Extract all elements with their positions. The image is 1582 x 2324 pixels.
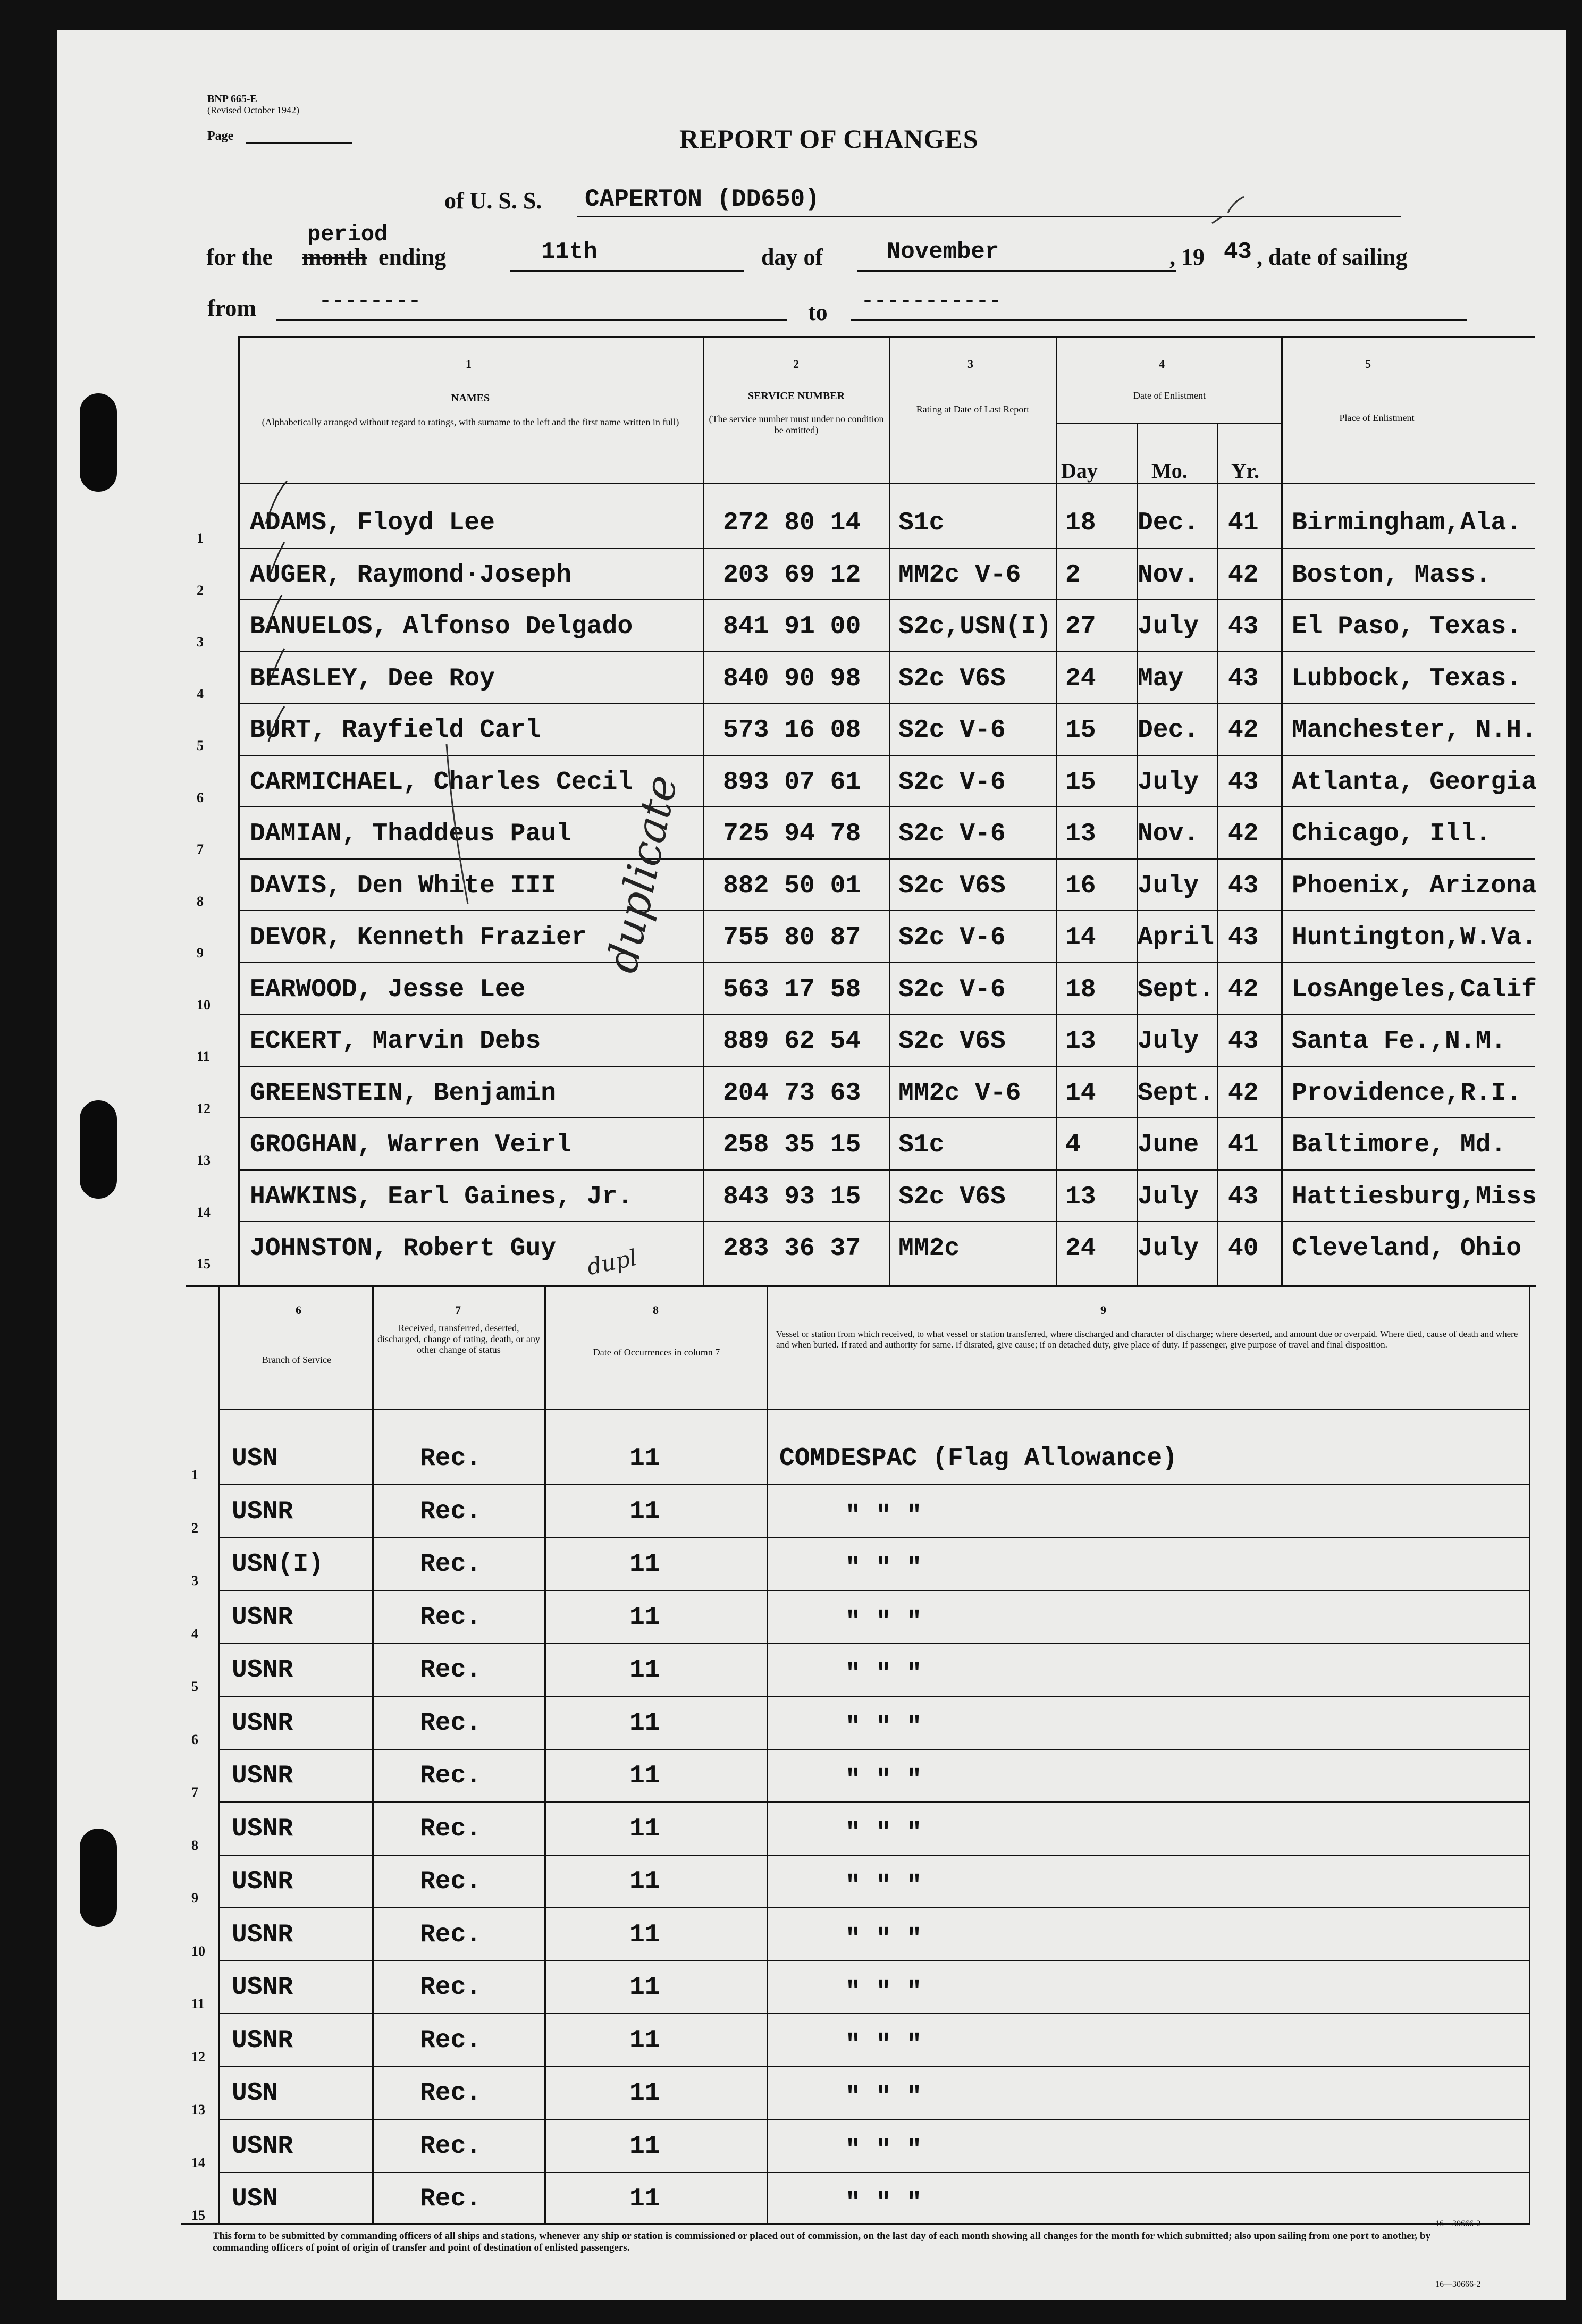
row-number: 12	[197, 1100, 211, 1116]
date-occurrence: 11	[629, 2026, 660, 2055]
row-number: 3	[191, 1573, 198, 1588]
ditto-marks: " " "	[845, 1607, 922, 1636]
rating-value: S2c V-6	[898, 820, 1006, 848]
branch-value: USNR	[232, 1603, 293, 1632]
rating-value: S2c V6S	[898, 871, 1006, 900]
row-number: 2	[191, 1520, 198, 1536]
branch-value: USNR	[232, 1497, 293, 1526]
enlist-month: Dec.	[1138, 716, 1199, 745]
enlist-month: July	[1138, 768, 1199, 797]
rating-value: MM2c V-6	[898, 560, 1021, 590]
branch-value: USNR	[232, 1762, 293, 1790]
man-name: CARMICHAEL, Charles Cecil	[250, 768, 633, 797]
month-header: Mo.	[1151, 459, 1188, 483]
man-name: DAVIS, Den White III	[250, 871, 557, 900]
enlist-place: Lubbock, Texas.	[1292, 664, 1522, 693]
ship-name: CAPERTON (DD650)	[585, 186, 820, 213]
service-number: 755 80 87	[723, 923, 861, 952]
ditto-marks: " " "	[845, 1554, 922, 1583]
for-the-label: for the	[206, 244, 273, 270]
man-name: DEVOR, Kenneth Frazier	[250, 923, 587, 952]
page-label: Page	[207, 129, 234, 143]
man-name: EARWOOD, Jesse Lee	[250, 975, 526, 1004]
enlist-month: Sept.	[1138, 975, 1215, 1004]
enlist-day: 14	[1065, 1079, 1096, 1108]
from-value: --------	[319, 290, 422, 314]
branch-value: USNR	[232, 2026, 293, 2055]
rating-value: S2c V6S	[898, 1027, 1006, 1056]
row-number: 7	[191, 1784, 198, 1800]
man-name: BEASLEY, Dee Roy	[250, 664, 495, 693]
rating-value: S1c	[898, 1131, 945, 1159]
rating-value: S2c V-6	[898, 975, 1006, 1004]
col-num-5: 5	[1365, 357, 1371, 371]
page-title: REPORT OF CHANGES	[679, 124, 979, 154]
status-header: Received, transferred, deserted, discharged, change of rating, death, or any other change of status	[377, 1323, 541, 1355]
branch-value: USN	[232, 2185, 278, 2213]
service-number: 563 17 58	[723, 975, 861, 1004]
form-id: BNP 665-E	[207, 93, 257, 105]
ditto-marks: " " "	[845, 1977, 922, 2006]
date-occurrence: 11	[629, 1497, 660, 1526]
enlist-day: 13	[1065, 1027, 1096, 1056]
enlist-day: 15	[1065, 768, 1096, 797]
enlist-year: 41	[1228, 509, 1259, 537]
col-num-6: 6	[296, 1303, 301, 1317]
status-value: Rec.	[420, 1603, 482, 1632]
enlist-year: 42	[1228, 716, 1259, 745]
branch-value: USNR	[232, 1973, 293, 2002]
enlist-year: 43	[1228, 612, 1259, 641]
enlist-month: Nov.	[1138, 820, 1199, 848]
enlist-place: Cleveland, Ohio	[1292, 1234, 1522, 1263]
enlist-day: 14	[1065, 923, 1096, 952]
day-value: 11th	[541, 239, 598, 265]
service-number: 573 16 08	[723, 716, 861, 745]
enlist-place: Manchester, N.H.	[1292, 716, 1537, 745]
row-number: 13	[191, 2102, 205, 2117]
service-number: 889 62 54	[723, 1027, 861, 1056]
date-occurrence: 11	[629, 1973, 660, 2002]
rating-value: MM2c	[898, 1234, 960, 1263]
status-value: Rec.	[420, 2185, 482, 2213]
rating-header: Rating at Date of Last Report	[916, 404, 1030, 415]
enlist-month: July	[1138, 1234, 1199, 1263]
status-value: Rec.	[420, 1497, 482, 1526]
of-uss-label: of U. S. S.	[444, 188, 542, 214]
date-occurrence: 11	[629, 1867, 660, 1896]
enlist-month: Dec.	[1138, 509, 1199, 537]
vessel-header: Vessel or station from which received, to what vessel or station transferred, where discharged and character of discharge; where deserted, and amount due or overpaid. Where died, cause of death and where and when buried. If rated and authority for same. If disrated, give cause; if on detached duty, give place of duty. If passenger, give purpose of travel and final disposition.	[776, 1329, 1518, 1350]
enlist-place: Baltimore, Md.	[1292, 1131, 1507, 1159]
ditto-marks: " " "	[845, 2136, 922, 2165]
enlistment-header: Date of Enlistment	[1133, 390, 1206, 401]
rating-value: MM2c V-6	[898, 1079, 1021, 1108]
ditto-marks: " " "	[845, 2083, 922, 2112]
col-num-3: 3	[967, 357, 973, 371]
enlist-year: 43	[1228, 923, 1259, 952]
enlist-place: Birmingham,Ala.	[1292, 509, 1522, 537]
ditto-marks: " " "	[845, 1872, 922, 1900]
row-number: 7	[197, 841, 204, 857]
enlist-day: 4	[1065, 1131, 1081, 1159]
date-of-sailing-label: , date of sailing	[1257, 244, 1408, 270]
enlist-year: 43	[1228, 1182, 1259, 1211]
date-occurrence: 11	[629, 2132, 660, 2161]
date-occurrence-header: Date of Occurrences in column 7	[593, 1347, 720, 1358]
enlist-day: 15	[1065, 716, 1096, 745]
branch-value: USN	[232, 2079, 278, 2108]
row-number: 15	[191, 2208, 205, 2223]
row-number: 3	[197, 634, 204, 650]
service-number: 258 35 15	[723, 1131, 861, 1159]
enlist-year: 43	[1228, 768, 1259, 797]
struck-month-word: month	[302, 244, 367, 270]
enlist-month: May	[1138, 664, 1184, 693]
col-num-7: 7	[455, 1303, 461, 1317]
branch-value: USNR	[232, 2132, 293, 2161]
enlist-day: 18	[1065, 509, 1096, 537]
row-number: 11	[191, 1996, 205, 2011]
enlist-year: 42	[1228, 560, 1259, 590]
branch-value: USN(I)	[232, 1550, 324, 1579]
enlist-month: June	[1138, 1131, 1199, 1159]
row-number: 10	[191, 1943, 205, 1959]
date-occurrence: 11	[629, 1550, 660, 1579]
date-occurrence: 11	[629, 1708, 660, 1738]
enlist-year: 40	[1228, 1234, 1259, 1263]
enlist-year: 43	[1228, 1027, 1259, 1056]
enlist-place: LosAngeles,Calif	[1292, 975, 1537, 1004]
branch-value: USNR	[232, 1920, 293, 1949]
date-occurrence: 11	[629, 2185, 660, 2213]
service-number: 204 73 63	[723, 1079, 861, 1108]
service-number: 203 69 12	[723, 560, 861, 590]
date-occurrence: 11	[629, 2079, 660, 2108]
enlist-day: 2	[1065, 560, 1081, 590]
service-number: 725 94 78	[723, 820, 861, 848]
status-value: Rec.	[420, 1920, 482, 1949]
row-number: 6	[197, 789, 204, 805]
ditto-marks: " " "	[845, 1766, 922, 1795]
branch-value: USNR	[232, 1656, 293, 1685]
date-occurrence: 11	[629, 1814, 660, 1843]
enlist-year: 42	[1228, 1079, 1259, 1108]
date-occurrence: 11	[629, 1762, 660, 1790]
enlist-day: 24	[1065, 664, 1096, 693]
service-header: SERVICE NUMBER	[747, 390, 845, 402]
branch-header: Branch of Service	[262, 1354, 331, 1365]
enlist-year: 42	[1228, 975, 1259, 1004]
enlist-year: 43	[1228, 871, 1259, 900]
row-number: 5	[191, 1679, 198, 1694]
man-name: HAWKINS, Earl Gaines, Jr.	[250, 1182, 633, 1211]
ditto-marks: " " "	[845, 1818, 922, 1848]
enlist-month: July	[1138, 1182, 1199, 1211]
date-occurrence: 11	[629, 1656, 660, 1685]
man-name: BANUELOS, Alfonso Delgado	[250, 612, 633, 641]
man-name: AUGER, Raymond·Joseph	[250, 560, 571, 590]
status-value: Rec.	[420, 1708, 482, 1738]
row-number: 8	[197, 893, 204, 909]
row-number: 14	[191, 2154, 205, 2170]
status-value: Rec.	[420, 1973, 482, 2002]
ditto-marks: " " "	[845, 1924, 922, 1953]
enlist-month: July	[1138, 612, 1199, 641]
enlist-place: Atlanta, Georgia	[1292, 768, 1537, 797]
row-number: 5	[197, 738, 204, 753]
enlist-month: July	[1138, 871, 1199, 900]
row-number: 10	[197, 997, 211, 1013]
service-number: 843 93 15	[723, 1182, 861, 1211]
dupl-annotation: dupl	[584, 1244, 639, 1281]
names-note: (Alphabetically arranged without regard to ratings, with surname to the left and the first name written in full)	[262, 417, 679, 427]
col-num-2: 2	[793, 357, 799, 371]
enlist-month: Sept.	[1138, 1079, 1215, 1108]
enlist-place: Boston, Mass.	[1292, 560, 1491, 590]
enlist-year: 42	[1228, 820, 1259, 848]
enlist-day: 27	[1065, 612, 1096, 641]
enlist-year: 43	[1228, 664, 1259, 693]
rating-value: S2c V-6	[898, 923, 1006, 952]
row-number: 4	[191, 1626, 198, 1641]
rating-value: S1c	[898, 509, 945, 537]
branch-value: USN	[232, 1444, 278, 1473]
ditto-marks: " " "	[845, 1501, 922, 1530]
ditto-marks: " " "	[845, 1713, 922, 1742]
date-occurrence: 11	[629, 1603, 660, 1632]
enlist-place: Hattiesburg,Miss	[1292, 1182, 1537, 1211]
row-number: 1	[197, 531, 204, 546]
service-number: 841 91 00	[723, 612, 861, 641]
rating-value: S2c V-6	[898, 716, 1006, 745]
row-number: 9	[191, 1890, 198, 1906]
col-num-8: 8	[653, 1303, 659, 1317]
period-word: period	[307, 222, 388, 247]
day-header: Day	[1061, 459, 1098, 483]
from-label: from	[207, 295, 257, 321]
enlist-place: Chicago, Ill.	[1292, 820, 1491, 848]
row-number: 2	[197, 582, 204, 598]
enlist-month: July	[1138, 1027, 1199, 1056]
status-value: Rec.	[420, 2026, 482, 2055]
year-header: Yr.	[1231, 459, 1259, 483]
row-number: 12	[191, 2049, 205, 2065]
status-value: Rec.	[420, 2132, 482, 2161]
enlist-place: Huntington,W.Va.	[1292, 923, 1537, 952]
enlist-day: 16	[1065, 871, 1096, 900]
footer-code-bottom: 16—30666-2	[1435, 2280, 1481, 2289]
status-value: Rec.	[420, 1762, 482, 1790]
place-header: Place of Enlistment	[1339, 412, 1415, 423]
man-name: GROGHAN, Warren Veirl	[250, 1131, 571, 1159]
status-value: Rec.	[420, 1656, 482, 1685]
enlist-month: April	[1138, 923, 1215, 952]
branch-value: USNR	[232, 1708, 293, 1738]
year-value: 43	[1224, 239, 1252, 265]
status-value: Rec.	[420, 1550, 482, 1579]
date-occurrence: 11	[629, 1444, 660, 1473]
ditto-marks: " " "	[845, 2030, 922, 2059]
footer-code-top: 16—30666-2	[1435, 2219, 1481, 2228]
month-value: November	[887, 239, 999, 265]
enlist-year: 41	[1228, 1131, 1259, 1159]
rating-value: S2c V6S	[898, 1182, 1006, 1211]
enlist-day: 18	[1065, 975, 1096, 1004]
enlist-day: 24	[1065, 1234, 1096, 1263]
date-occurrence: 11	[629, 1920, 660, 1949]
form-revised: (Revised October 1942)	[207, 105, 299, 115]
service-number: 893 07 61	[723, 768, 861, 797]
enlist-place: Phoenix, Arizona	[1292, 871, 1537, 900]
year-prefix: , 19	[1169, 244, 1205, 270]
service-number: 272 80 14	[723, 509, 861, 537]
man-name: ADAMS, Floyd Lee	[250, 509, 495, 537]
enlist-place: Santa Fe.,N.M.	[1292, 1027, 1507, 1056]
to-value: -----------	[861, 290, 1002, 314]
ditto-marks: " " "	[845, 1660, 922, 1689]
row-number: 15	[197, 1256, 211, 1272]
man-name: GREENSTEIN, Benjamin	[250, 1079, 557, 1108]
col-num-9: 9	[1100, 1303, 1106, 1317]
footer-note: This form to be submitted by commanding officers of all ships and stations, whenever any ship or station is commissioned or placed out of commission, on the last day of each month showing all changes for the month for which submitted; also upon sailing from one port to another, by commanding officers of point of origin of transfer and point of destination of enlisted passengers.	[213, 2230, 1431, 2253]
col-num-4: 4	[1159, 357, 1165, 371]
day-of-label: day of	[761, 244, 823, 270]
row-number: 9	[197, 945, 204, 961]
row-number: 8	[191, 1837, 198, 1853]
row-number: 13	[197, 1152, 211, 1168]
service-number: 283 36 37	[723, 1234, 861, 1263]
rating-value: S2c V6S	[898, 664, 1006, 693]
man-name: ECKERT, Marvin Debs	[250, 1027, 541, 1056]
row-number: 14	[197, 1204, 211, 1220]
ending-label: ending	[378, 244, 447, 270]
status-value: Rec.	[420, 2079, 482, 2108]
vessel-value: COMDESPAC (Flag Allowance)	[779, 1444, 1177, 1473]
names-header: NAMES	[451, 392, 490, 404]
to-label: to	[808, 299, 828, 325]
duplicate-annotation: duplicate	[597, 770, 687, 977]
rating-value: S2c V-6	[898, 768, 1006, 797]
service-number: 882 50 01	[723, 871, 861, 900]
enlist-day: 13	[1065, 1182, 1096, 1211]
branch-value: USNR	[232, 1867, 293, 1896]
service-note: (The service number must under no condition be omitted)	[709, 414, 884, 435]
enlist-place: El Paso, Texas.	[1292, 612, 1522, 641]
man-name: JOHNSTON, Robert Guy	[250, 1234, 557, 1263]
service-number: 840 90 98	[723, 664, 861, 693]
row-number: 11	[197, 1049, 210, 1064]
man-name: BURT, Rayfield Carl	[250, 716, 541, 745]
rating-value: S2c,USN(I)	[898, 612, 1052, 641]
row-number: 6	[191, 1731, 198, 1747]
row-number: 4	[197, 686, 204, 702]
man-name: DAMIAN, Thaddeus Paul	[250, 820, 571, 848]
enlist-day: 13	[1065, 820, 1096, 848]
enlist-place: Providence,R.I.	[1292, 1079, 1522, 1108]
status-value: Rec.	[420, 1814, 482, 1843]
status-value: Rec.	[420, 1867, 482, 1896]
enlist-month: Nov.	[1138, 560, 1199, 590]
row-number: 1	[191, 1467, 198, 1483]
status-value: Rec.	[420, 1444, 482, 1473]
ditto-marks: " " "	[845, 2189, 922, 2218]
col-num-1: 1	[466, 357, 472, 371]
branch-value: USNR	[232, 1814, 293, 1843]
